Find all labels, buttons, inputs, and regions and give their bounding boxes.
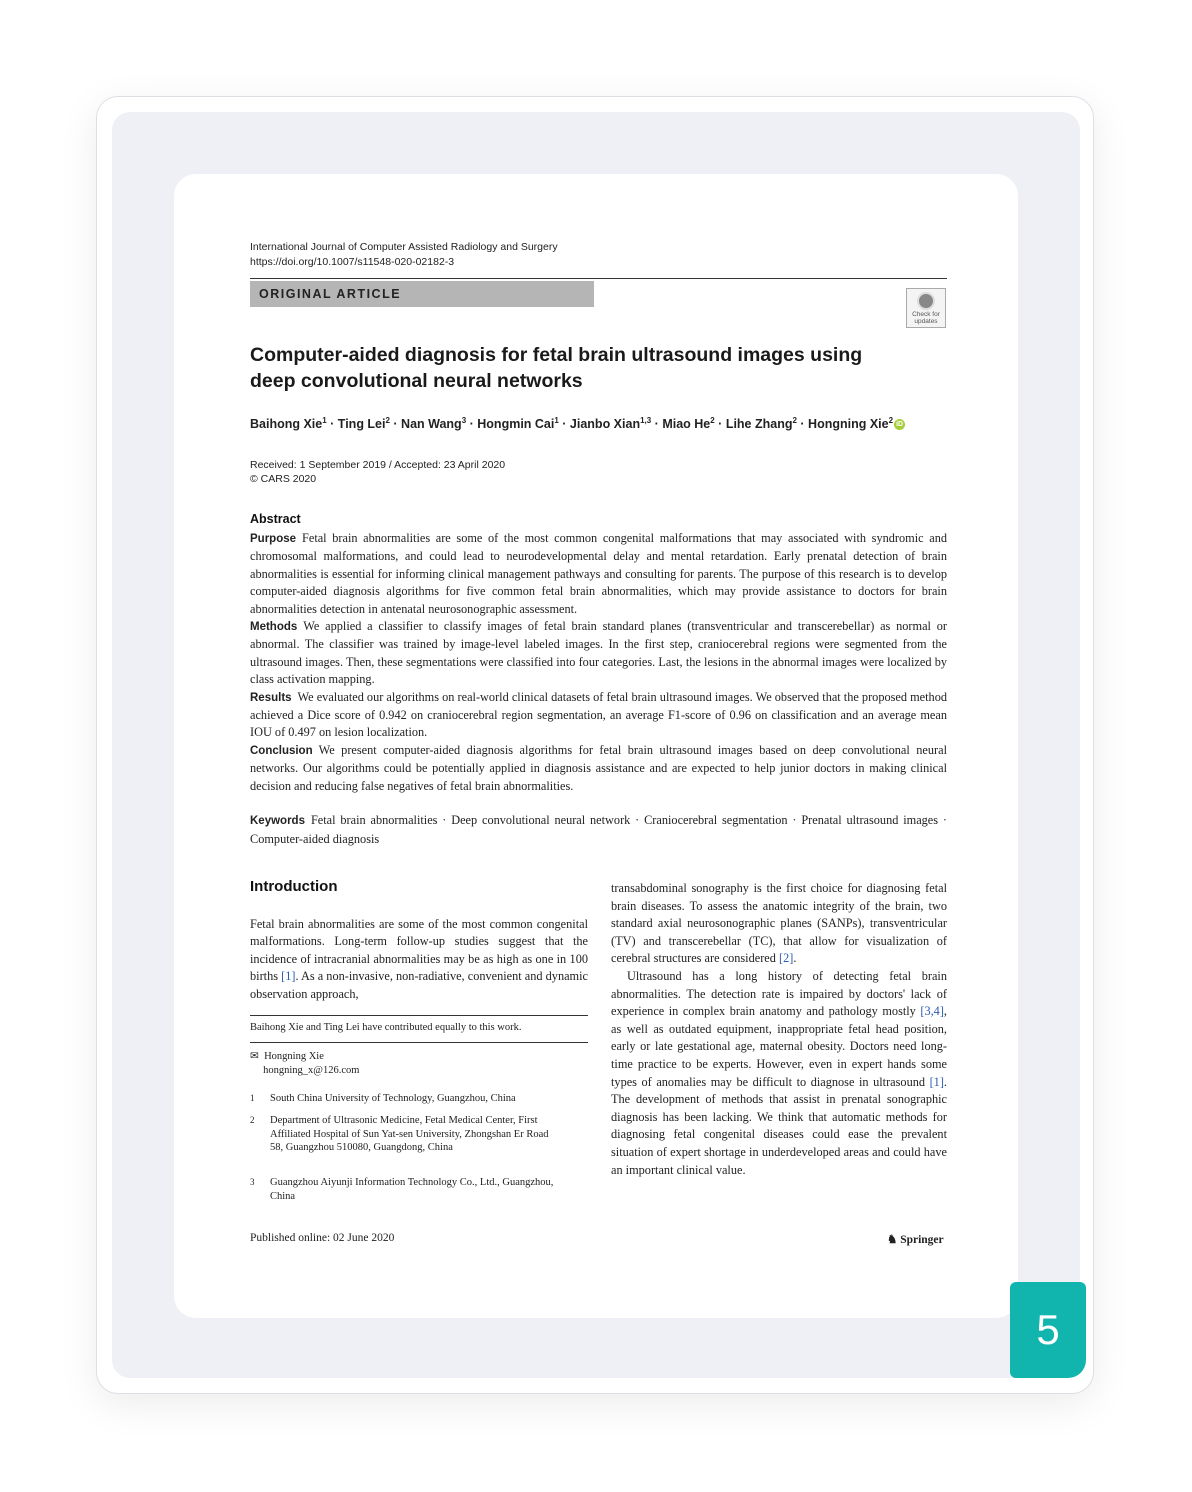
results-label: Results: [250, 691, 292, 704]
check-updates-badge[interactable]: [906, 288, 946, 328]
abstract-heading: Abstract: [250, 512, 301, 526]
conclusion-text: We present computer-aided diagnosis algorithms for fetal brain ultrasound images based on deep convolutional neural networks. Our algorithms could be potentially applied in diagnosis assistance and are expected to help junior doctors in making clinical decision and reducing false negatives of fetal brain abnormalities.: [250, 742, 947, 793]
introduction-heading: Introduction: [250, 878, 338, 895]
results-text: We evaluated our algorithms on real-world clinical datasets of fetal brain ultrasound images. We observed that the proposed method achieved a Dice score of 0.942 on craniocerebral region segmentation, an average F1-score of 0.96 on classification and an average mean IOU of 0.497 on lesion localization.: [250, 689, 947, 740]
paper-title: Computer-aided diagnosis for fetal brain ultrasound images using deep convolutional neural networks: [250, 344, 863, 392]
footnote-rule: [250, 1042, 588, 1043]
author: Nan Wang: [401, 417, 462, 432]
published-date: Published online: 02 June 2020: [250, 1232, 395, 1244]
author: Jianbo Xian: [569, 417, 641, 432]
springer-horse-icon: ♞: [887, 1234, 898, 1246]
affiliation: 1 South China University of Technology, Guangzhou, China: [250, 1093, 516, 1104]
methods-text: We applied a classifier to classify images of fetal brain standard planes (transventricular and transcerebellar) as normal or abnormal. The classifier was trained by image-level labeled images. In the first step, craniocerebral regions were segmented from the ultrasound images. Then, these segmentations were classified into four categories. Last, the lesions in the abnormal images were localized by class activation mapping.: [250, 619, 947, 687]
article-type-bar: ORIGINAL ARTICLE: [250, 281, 594, 307]
author: Hongning Xie: [808, 417, 889, 432]
journal-doi: https://doi.org/10.1007/s11548-020-02182-3: [250, 256, 455, 268]
abstract-body: [250, 530, 947, 795]
conclusion-label: Conclusion: [250, 744, 313, 757]
received-dates: Received: 1 September 2019 / Accepted: 23 April 2020: [250, 459, 506, 471]
author: Lihe Zhang: [725, 417, 793, 432]
corresponding-author: [250, 1050, 359, 1077]
author: Miao He: [662, 417, 711, 432]
keywords-label: Keywords: [250, 815, 305, 827]
keywords-text: Fetal brain abnormalities · Deep convolutional neural network · Craniocerebral segmentation · Prenatal ultrasound images · Computer-aided diagnosis: [250, 813, 947, 846]
publisher-logo: ♞ Springer: [887, 1234, 944, 1246]
affiliation: 3 Guangzhou Aiyunji Information Technology Co., Ltd., Guangzhou, China: [250, 1177, 554, 1202]
journal-name: International Journal of Computer Assisted Radiology and Surgery: [250, 241, 558, 253]
copyright: © CARS 2020: [250, 473, 317, 485]
author: Baihong Xie: [250, 417, 323, 432]
affiliation: 2 Department of Ultrasonic Medicine, Fetal Medical Center, First Affiliated Hospital of Sun Yat-sen University, Zhongshan Er Road 58, Guangzhou 510080, Guangdong, China: [250, 1115, 549, 1153]
keywords: [250, 811, 947, 848]
contribution-note: Baihong Xie and Ting Lei have contributed equally to this work.: [250, 1022, 522, 1033]
check-updates-label: Check for updates: [912, 311, 940, 325]
check-updates-icon: [917, 292, 935, 310]
footnote-rule: [250, 1015, 588, 1016]
envelope-icon: ✉: [250, 1051, 259, 1062]
purpose-label: Purpose: [250, 533, 297, 545]
dates-block: [250, 458, 505, 486]
corr-name: Hongning Xie: [264, 1051, 324, 1062]
author: Hongmin Cai: [477, 417, 555, 432]
author: Ting Lei: [337, 417, 386, 432]
header-rule: [250, 278, 947, 279]
citation-link[interactable]: [3,4]: [920, 1004, 944, 1019]
intro-right-column: transabdominal sonography is the first choice for diagnosing fetal brain diseases. To assess the anatomic integrity of the brain, two standard axial neurosonographic planes (SANPs), transventricular (TV) and transcerebellar (TC), that allow for visualization of cerebral structures are considered [2]. Ultrasound has a long history of detecting fetal brain abnormalities. The detection rate is impaired by doctors' lack of experience in complex brain anatomy and pathology mostly [3,4], as well as outdated equipment, inappropriate fetal head position, early or late gestational age, maternal obesity. Doctors need long-time practice to be experts. However, even in expert hands some types of anomalies may be difficult to diagnose in ultrasound [1]. The development of methods that assist in prenatal sonographic diagnosis has been lacking. We think that automatic methods for diagnosing fetal congenital diseases could ease the prevalent situation of expert shortage in underdeveloped areas and could have an important clinical value.: [611, 881, 947, 1177]
corr-email[interactable]: hongning_x@126.com: [263, 1064, 360, 1076]
citation-link[interactable]: [1]: [929, 1074, 944, 1089]
journal-header: [250, 240, 558, 270]
methods-label: Methods: [250, 621, 298, 634]
page-number-badge: 5: [1010, 1282, 1086, 1378]
orcid-icon[interactable]: iD: [896, 421, 904, 429]
citation-link[interactable]: [2]: [778, 951, 794, 966]
intro-left-column: Fetal brain abnormalities are some of the most common congenital malformations. Long-term follow-up studies suggest that the incidence of intracranial abnormalities may be as high as one in 100 births [1]. As a non-invasive, non-radiative, convenient and dynamic observation approach,: [250, 917, 588, 1001]
author-list: Baihong Xie$^1$ · Ting Lei$^2$ · Nan Wang$^3$ · Hongmin Cai$^1$ · Jianbo Xian$^{1,3}$ · Miao $He^2$ · Lihe Zhang$^2$ · Hongning Xie$^2$ iD: [250, 416, 904, 432]
purpose-text: Fetal brain abnormalities are some of the most common congenital malformations that may associated with syndromic and chromosomal malformations, and could lead to neurodevelopmental delay and mental retardation. Early prenatal detection of brain abnormalities is essential for informing clinical management pathways and consulting for parents. The purpose of this research is to develop computer-aided diagnosis algorithms for five common fetal brain abnormalities, which may provide assistance to doctors for brain abnormalities detection in antenatal neurosonographic assessment.: [250, 531, 947, 616]
citation-link[interactable]: [1]: [281, 969, 296, 984]
